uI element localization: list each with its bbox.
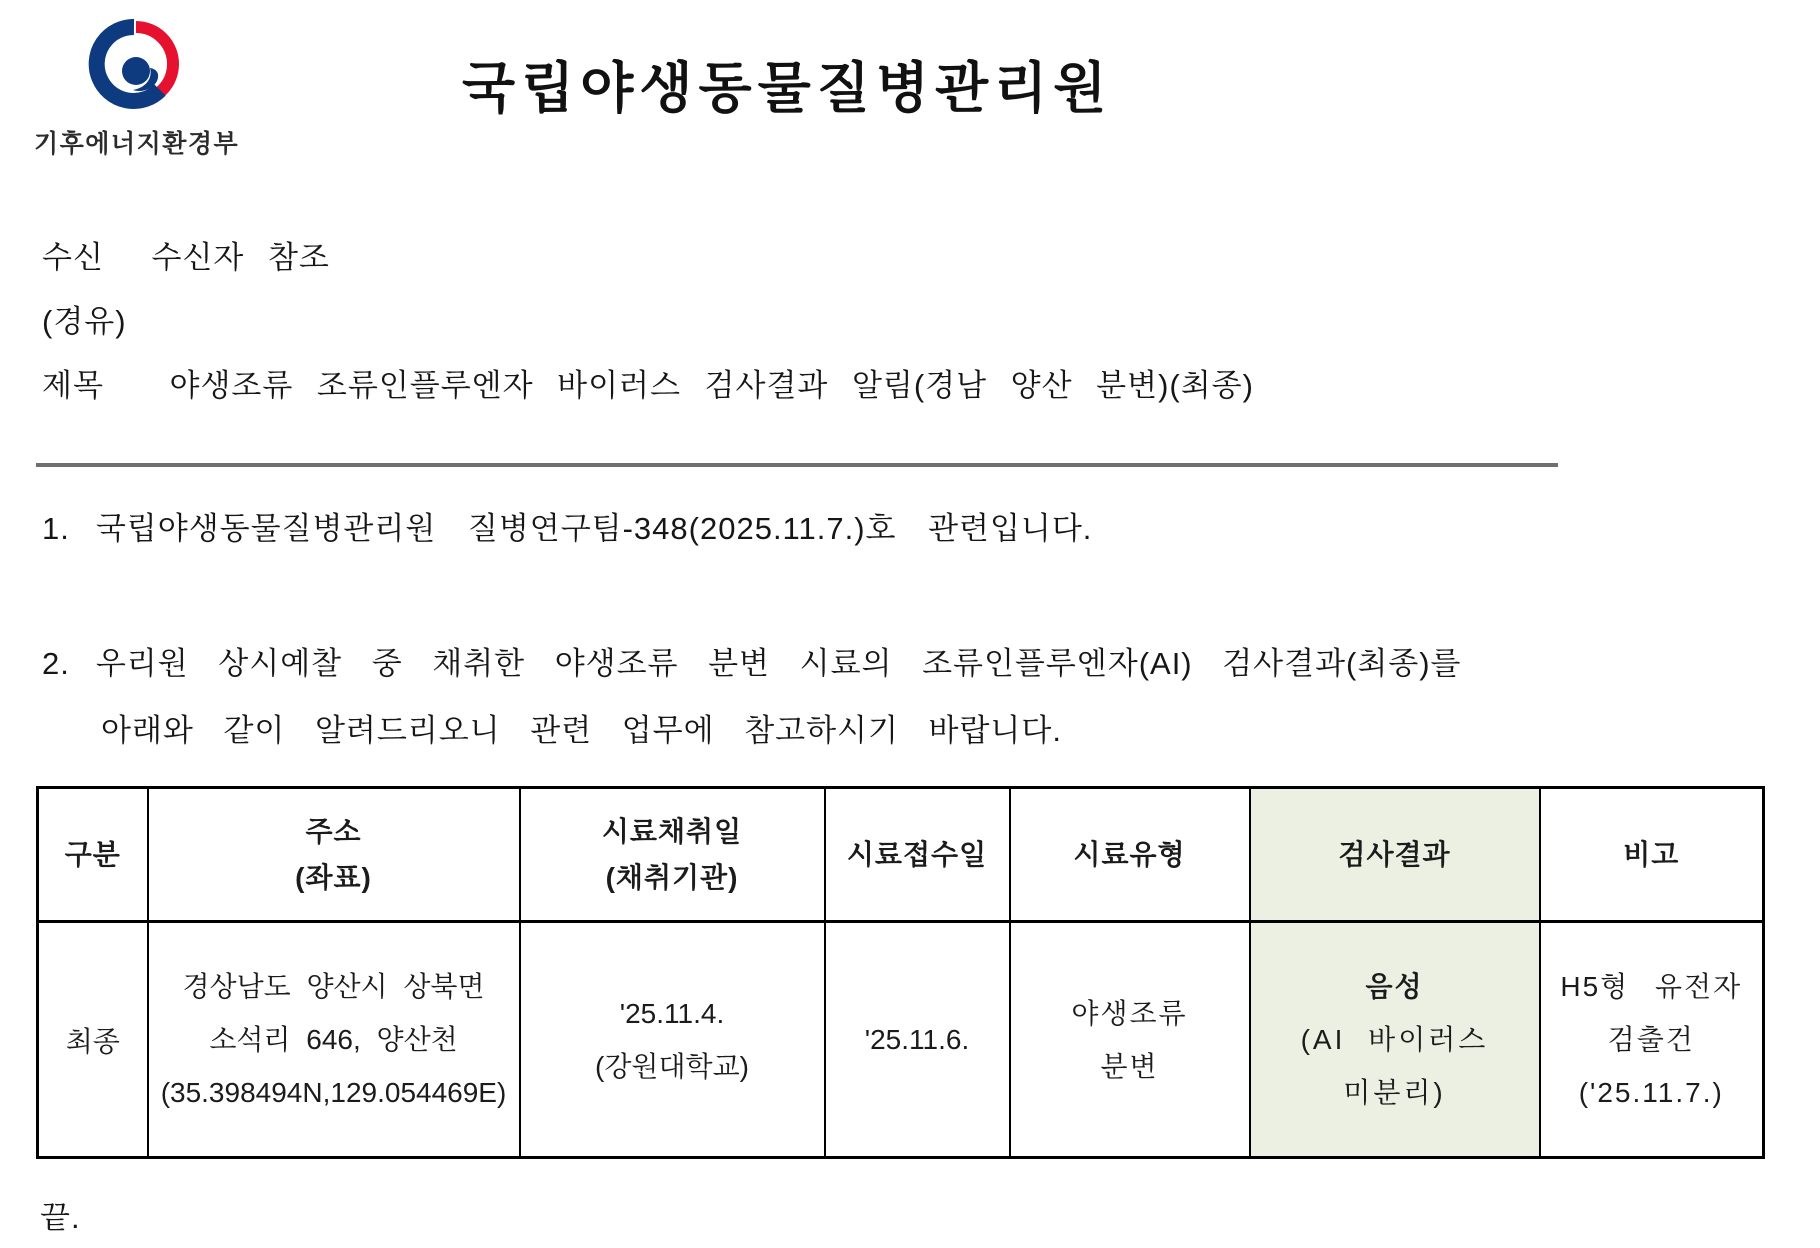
col-header-result: [1250, 788, 1540, 922]
result-table-header: [38, 788, 1764, 922]
result-table: [36, 786, 1765, 1159]
cell-sample-type-line-2: 분변: [1100, 1050, 1159, 1082]
recipient-value: 수신자 참조: [151, 240, 330, 275]
paragraph-2-line-1: [42, 638, 1462, 683]
cell-note-line-1: H5형 유전자: [1560, 971, 1743, 1002]
cell-collection-org-line: (강원대학교): [595, 1050, 749, 1082]
paragraph-2-number: 2.: [42, 646, 70, 681]
cell-note-line-2: 검출건: [1607, 1024, 1695, 1055]
col-header-gubun-line: 구분: [64, 838, 121, 870]
paragraph-1: [42, 503, 1092, 548]
col-header-sample-type: [1010, 788, 1250, 922]
recipient-line: [42, 232, 330, 277]
cell-receipt-date: '25.11.6.: [825, 922, 1010, 1158]
paragraph-1-text: 국립야생동물질병관리원 질병연구팀-348(2025.11.7.)호 관련입니다.: [95, 511, 1093, 546]
cell-collection-date: [520, 922, 825, 1158]
paragraph-1-number: 1.: [42, 511, 70, 546]
result-table-body: [38, 922, 1764, 1158]
cell-result-sub-line-2: 미분리): [1343, 1077, 1446, 1108]
subject-value: 야생조류 조류인플루엔자 바이러스 검사결과 알림(경남 양산 분변)(최종): [169, 368, 1254, 403]
cell-sample-type: [1010, 922, 1250, 1158]
government-emblem: [34, 14, 240, 160]
col-header-address-line-1: 주소: [305, 815, 362, 847]
col-header-collection-line-2: (채취기관): [605, 861, 739, 893]
col-header-collection-line-1: 시료채취일: [601, 815, 743, 847]
col-header-sample-type-line: 시료유형: [1073, 838, 1186, 870]
col-header-receipt-line: 시료접수일: [846, 838, 988, 870]
col-header-address-line-2: (좌표): [295, 861, 372, 893]
cell-collection-date-line: '25.11.4.: [619, 997, 725, 1029]
cell-note: [1540, 922, 1764, 1158]
via-line: (경유): [42, 304, 127, 339]
col-header-result-line: 검사결과: [1338, 838, 1451, 870]
col-header-collection: [520, 788, 825, 922]
paragraph-2-line-2: 아래와 같이 알려드리오니 관련 업무에 참고하시기 바랍니다.: [101, 713, 1062, 748]
cell-result-sub-line-1: (AI 바이러스: [1300, 1024, 1489, 1055]
closing-mark: 끝.: [40, 1200, 81, 1235]
paragraph-2-text-line-1: 우리원 상시예찰 중 채취한 야생조류 분변 시료의 조류인플루엔자(AI) 검사결과(최종)를: [95, 646, 1462, 681]
cell-address-line-2: 소석리 646, 양산천: [209, 1024, 458, 1055]
cell-sample-type-line-1: 야생조류: [1071, 997, 1188, 1029]
col-header-receipt: [825, 788, 1010, 922]
recipient-label: 수신: [42, 240, 104, 275]
subject-label: 제목: [42, 368, 104, 403]
agency-title: 국립야생동물질병관리원: [462, 57, 1113, 119]
taegeuk-swirl-icon: [84, 14, 184, 114]
cell-result: [1250, 922, 1540, 1158]
subject-line: [42, 360, 1254, 405]
subject-divider: [36, 463, 1558, 467]
cell-gubun: 최종: [38, 922, 148, 1158]
cell-address: [148, 922, 520, 1158]
cell-address-line-1: 경상남도 양산시 상북면: [182, 971, 485, 1002]
table-row: [38, 922, 1764, 1158]
cell-result-main: 음성: [1365, 971, 1424, 1002]
cell-note-line-3: ('25.11.7.): [1578, 1077, 1724, 1108]
col-header-address: [148, 788, 520, 922]
col-header-note-line: 비고: [1623, 838, 1680, 870]
ministry-name: 기후에너지환경부: [34, 130, 240, 158]
header-row: [38, 788, 1764, 922]
col-header-gubun: [38, 788, 148, 922]
col-header-note: [1540, 788, 1764, 922]
cell-address-line-3: (35.398494N,129.054469E): [160, 1077, 507, 1108]
